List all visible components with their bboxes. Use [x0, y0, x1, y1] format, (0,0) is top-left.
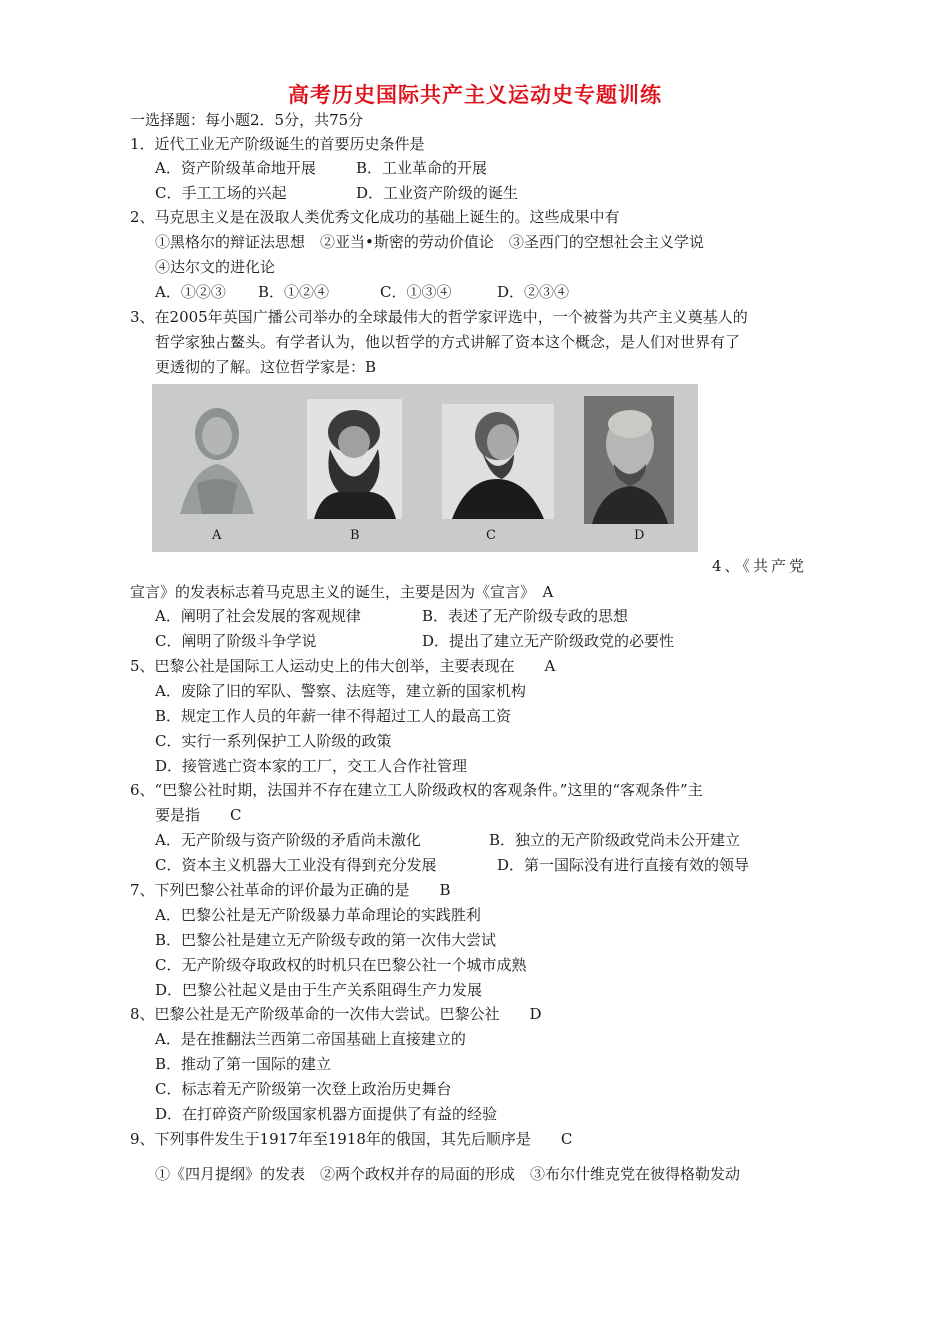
portrait-b	[307, 399, 402, 519]
q5-option-b: B．规定工作人员的年薪一律不得超过工人的最高工资	[155, 707, 512, 725]
q1-option-c: C．手工工场的兴起	[155, 184, 287, 202]
q7-option-b: B．巴黎公社是建立无产阶级专政的第一次伟大尝试	[155, 931, 497, 949]
q8-option-d: D．在打碎资产阶级国家机器方面提供了有益的经验	[155, 1105, 498, 1123]
q6-line1: 6、“巴黎公社时期，法国并不存在建立工人阶级政权的客观条件。”这里的“客观条件”主	[130, 781, 703, 799]
q8-option-c: C．标志着无产阶级第一次登上政治历史舞台	[155, 1080, 452, 1098]
portrait-label-a: A	[212, 528, 222, 543]
q2-option-d: D．②③④	[497, 283, 570, 301]
portrait-d	[584, 396, 674, 524]
portrait-label-c: C	[486, 528, 496, 543]
q8-stem: 8、巴黎公社是无产阶级革命的一次伟大尝试。巴黎公社 D	[130, 1005, 542, 1023]
philosopher-portraits-image	[152, 384, 698, 552]
q1-option-a: A．资产阶级革命地开展	[155, 159, 316, 177]
q1-option-d: D．工业资产阶级的诞生	[356, 184, 519, 202]
q2-items-line2: ④达尔文的进化论	[155, 258, 276, 276]
q3-line1: 3、在2005年英国广播公司举办的全球最伟大的哲学家评选中，一个被誉为共产主义奠基人的	[130, 308, 748, 326]
q4-option-b: B．表述了无产阶级专政的思想	[422, 607, 629, 625]
q4-stem: 宣言》的发表标志着马克思主义的诞生，主要是因为《宣言》 A	[130, 583, 554, 601]
q5-option-d: D．接管逃亡资本家的工厂，交工人合作社管理	[155, 757, 468, 775]
q8-option-a: A．是在推翻法兰西第二帝国基础上直接建立的	[155, 1030, 466, 1048]
q1-stem: 1．近代工业无产阶级诞生的首要历史条件是	[130, 135, 425, 153]
q2-stem: 2、马克思主义是在汲取人类优秀文化成功的基础上诞生的。这些成果中有	[130, 208, 620, 226]
q4-option-d: D．提出了建立无产阶级政党的必要性	[422, 632, 675, 650]
q5-option-a: A．废除了旧的军队、警察、法庭等，建立新的国家机构	[155, 682, 526, 700]
portrait-c	[442, 404, 554, 519]
q6-line2: 要是指 C	[155, 806, 242, 824]
section-header: 一选择题：每小题2．5分，共75分	[130, 111, 364, 129]
q3-line2: 哲学家独占鳌头。有学者认为，他以哲学的方式讲解了资本这个概念，是人们对世界有了	[155, 333, 741, 351]
portrait-label-b: B	[350, 528, 360, 543]
q7-option-c: C．无产阶级夺取政权的时机只在巴黎公社一个城市成熟	[155, 956, 527, 974]
q7-stem: 7、下列巴黎公社革命的评价最为正确的是 B	[130, 881, 451, 899]
q6-option-d: D．第一国际没有进行直接有效的领导	[497, 856, 750, 874]
portrait-label-d: D	[634, 528, 645, 543]
q6-option-c: C．资本主义机器大工业没有得到充分发展	[155, 856, 437, 874]
q5-stem: 5、巴黎公社是国际工人运动史上的伟大创举，主要表现在 A	[130, 657, 556, 675]
q1-option-b: B．工业革命的开展	[356, 159, 488, 177]
q3-line3: 更透彻的了解。这位哲学家是：B	[155, 358, 377, 376]
q4-option-c: C．阐明了阶级斗争学说	[155, 632, 317, 650]
q4-number: 4、《共产党	[712, 557, 808, 575]
q5-option-c: C．实行一系列保护工人阶级的政策	[155, 732, 392, 750]
page-title: 高考历史国际共产主义运动史专题训练	[288, 83, 662, 107]
q8-option-b: B．推动了第一国际的建立	[155, 1055, 332, 1073]
q2-option-a: A．①②③	[155, 283, 226, 301]
q9-stem: 9、下列事件发生于1917年至1918年的俄国，其先后顺序是 C	[130, 1130, 573, 1148]
q6-option-b: B．独立的无产阶级政党尚未公开建立	[489, 831, 741, 849]
q9-items: ①《四月提纲》的发表 ②两个政权并存的局面的形成 ③布尔什维克党在彼得格勒发动	[155, 1165, 741, 1183]
q6-option-a: A．无产阶级与资产阶级的矛盾尚未激化	[155, 831, 421, 849]
q7-option-d: D．巴黎公社起义是由于生产关系阻碍生产力发展	[155, 981, 483, 999]
q2-option-b: B．①②④	[258, 283, 330, 301]
q4-option-a: A．阐明了社会发展的客观规律	[155, 607, 361, 625]
q2-items-line1: ①黑格尔的辩证法思想 ②亚当•斯密的劳动价值论 ③圣西门的空想社会主义学说	[155, 233, 704, 251]
q7-option-a: A．巴黎公社是无产阶级暴力革命理论的实践胜利	[155, 906, 481, 924]
q2-option-c: C．①③④	[380, 283, 452, 301]
